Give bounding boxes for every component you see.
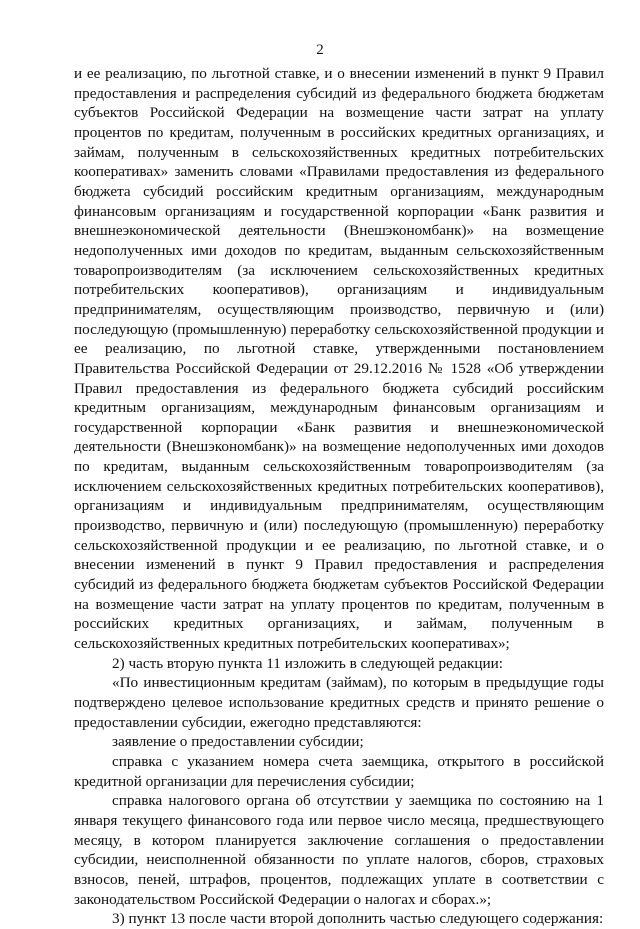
paragraph-1: и ее реализацию, по льготной ставке, и о внесении изменений в пункт 9 Правил предоставления и распределения субсидий из федерального бюджета бюджетам субъектов Российской Федерации на возмещение части затрат на уплату процентов по кредитам, полученным в российских кредитных организациях, и займам, полученным в сельскохозяйственных кредитных потребительских кооперативах» заменить словами «Правилами предоставления из федерального бюджета субсидий российским кредитным организациям, международным финансовым организациям и государственной корпорации «Банк развития и внешнеэкономической деятельности (Внешэкономбанк)» на возмещение недополученных ими доходов по кредитам, выданным сельскохозяйственным товаропроизводителям (за исключением сельскохозяйственных кредитных потребительских кооперативов), организациям и индивидуальным предпринимателям, осуществляющим производство, первичную и (или) последующую (промышленную) переработку сельскохозяйственной продукции и ее реализацию, по льготной ставке, утвержденными постановлением Правительства Российской Федерации от 29.12.2016 № 1528 «Об утверждении Правил предоставления из федерального бюджета субсидий российским кредитным организациям, международным финансовым организациям и государственной корпорации «Банк развития и внешнеэкономической деятельности (Внешэкономбанк)» на возмещение недополученных ими доходов по кредитам, выданным сельскохозяйственным товаропроизводителям (за исключением сельскохозяйственных кредитных потребительских кооперативов), организациям и индивидуальным предпринимателям, осуществляющим производство, первичную и (или) последующую (промышленную) переработку сельскохозяйственной продукции и ее реализацию, по льготной ставке, и о внесении изменений в пункт 9 Правил предоставления и распределения субсидий из федерального бюджета бюджетам субъектов Российской Федерации на возмещение части затрат на уплату процентов по кредитам, полученным в российских кредитных организациях, и займам, полученным в сельскохозяйственных кредитных потребительских кооперативах»; [74, 65, 604, 653]
paragraph-5: справка с указанием номера счета заемщика, открытого в российской кредитной организации для перечисления субсидии; [74, 752, 604, 790]
paragraph-2: 2) часть вторую пункта 11 изложить в следующей редакции: [112, 654, 504, 672]
paragraph-6: справка налогового органа об отсутствии у заемщика по состоянию на 1 января текущего финансового года или первое число месяца, предшествующего месяцу, в котором планируется заключение соглашения о предоставлении субсидии, неисполненной обязанности по уплате налогов, сборов, страховых взносов, пеней, штрафов, процентов, подлежащих уплате в соответствии с законодательством Российской Федерации о налогах и сборах.»; [74, 792, 604, 908]
paragraph-7: 3) пункт 13 после части второй дополнить частью следующего содержания: [112, 910, 604, 928]
document-body [74, 64, 604, 929]
paragraph-3: «По инвестиционным кредитам (займам), по которым в предыдущие годы подтверждено целевое использование кредитных средств и принято решение о предоставлении субсидии, ежегодно представляются: [74, 674, 604, 731]
page-number: 2 [316, 42, 324, 58]
paragraph-4: заявление о предоставлении субсидии; [112, 733, 364, 751]
